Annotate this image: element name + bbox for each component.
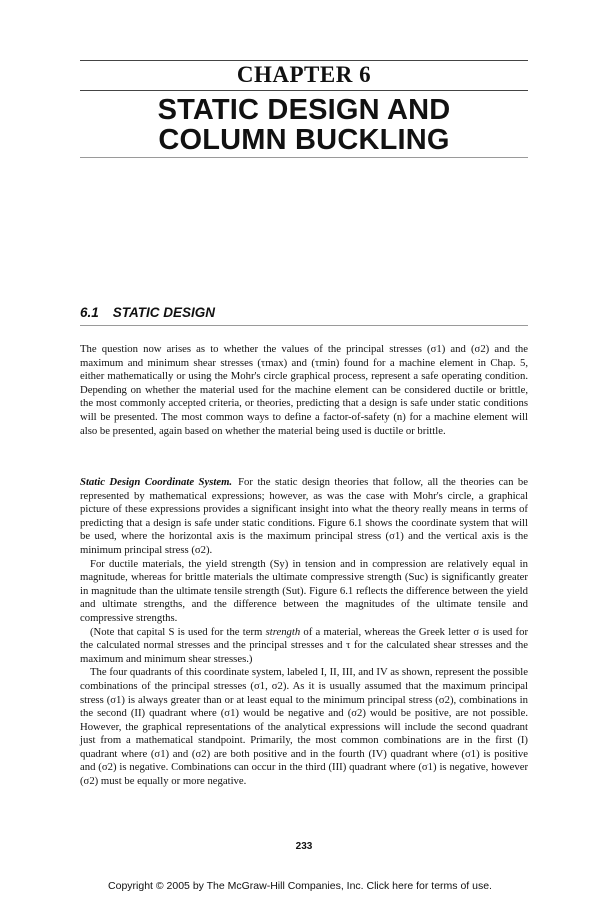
chapter-title <box>80 95 528 155</box>
section-heading <box>80 305 215 320</box>
top-rule <box>80 60 528 61</box>
section-rule <box>80 325 528 326</box>
note-text-b: of a material, whereas the Greek letter σ is used for the calculated normal stresses and the principal stresses and τ for the calculated shear stresses and the maximum and minimum shear stresses.) <box>80 625 529 665</box>
subsection-paragraph-1-text: For the static design theories that follow, all the theories can be represented by mathematical expressions; however, as was the case with Mohr's circle, a graphical picture of these expressions provides a significant insight into what the theory really means in terms of predicting that a design is safe under static conditions. Figure 6.1 shows the coordinate system that will be used, where the horizontal axis is the maximum principal stress (σ1) and the vertical axis is the minimum principal stress (σ2). <box>80 476 529 556</box>
subsection-paragraph-1 <box>80 476 528 558</box>
subsection-lead: Static Design Coordinate System. <box>80 476 233 488</box>
subsection-paragraph-4: The four quadrants of this coordinate system, labeled I, II, III, and IV as shown, represent the possible combinations of the principal stresses (σ1, σ2). As it is usually assumed that the maximum principal stress (σ1) is always greater than or at least equal to the minimum principal stress (σ2), combinations in the second (II) quadrant where (σ1) would be negative and (σ2) would be positive, are not possible. However, the graphical representations of the analytical expressions will include the second quadrant just from a mathematical standpoint. Primarily, the most common combinations are in the first (I) quadrant where (σ1) and (σ2) are both positive and in the fourth (IV) quadrant where (σ1) is positive and (σ2) is negative. Combinations can occur in the third (III) quadrant where (σ1) is negative, however (σ2) must be equally or more negative. <box>80 666 528 788</box>
intro-paragraph <box>80 343 528 438</box>
chapter-rule <box>80 90 528 91</box>
chapter-title-line-2: COLUMN BUCKLING <box>158 124 450 156</box>
section-title: STATIC DESIGN <box>112 305 216 320</box>
subsection-paragraph-3 <box>80 626 528 667</box>
subsection-body <box>80 476 528 789</box>
note-emphasis: strength <box>265 625 301 638</box>
title-rule <box>80 157 528 158</box>
page-number: 233 <box>295 841 313 852</box>
chapter-label: CHAPTER 6 <box>236 62 372 87</box>
note-text-a: (Note that capital S is used for the term <box>90 625 266 638</box>
intro-paragraph-text: The question now arises as to whether the values of the principal stresses (σ1) and (σ2) and the maximum and minimum shear stresses (τmax) and (τmin) found for a machine element in Chap. 5, either mathematically or using the Mohr's circle graphical process, represent a safe operating condition. Depending on whether the material used for the machine element can be considered ductile or brittle, the most commonly accepted criteria, or theories, predicting that a design is safe under static conditions will be presented. The most common ways to define a factor-of-safety (n) for a machine element will also be presented, again based on whether the material being used is ductile or brittle. <box>80 343 528 437</box>
subsection-paragraph-2: For ductile materials, the yield strength (Sy) in tension and in compression are relatively equal in magnitude, whereas for brittle materials the ultimate compressive strength (Suc) is significantly greater in magnitude than the ultimate tensile strength (Sut). Figure 6.1 reflects the difference between the yield and ultimate strengths, and the difference between the magnitudes of the ultimate tensile and compressive strengths. <box>80 557 528 624</box>
section-number: 6.1 <box>80 305 99 320</box>
copyright-link[interactable]: Copyright © 2005 by The McGraw-Hill Companies, Inc. Click here for terms of use. <box>108 880 492 892</box>
chapter-title-line-1: STATIC DESIGN AND <box>157 94 451 126</box>
